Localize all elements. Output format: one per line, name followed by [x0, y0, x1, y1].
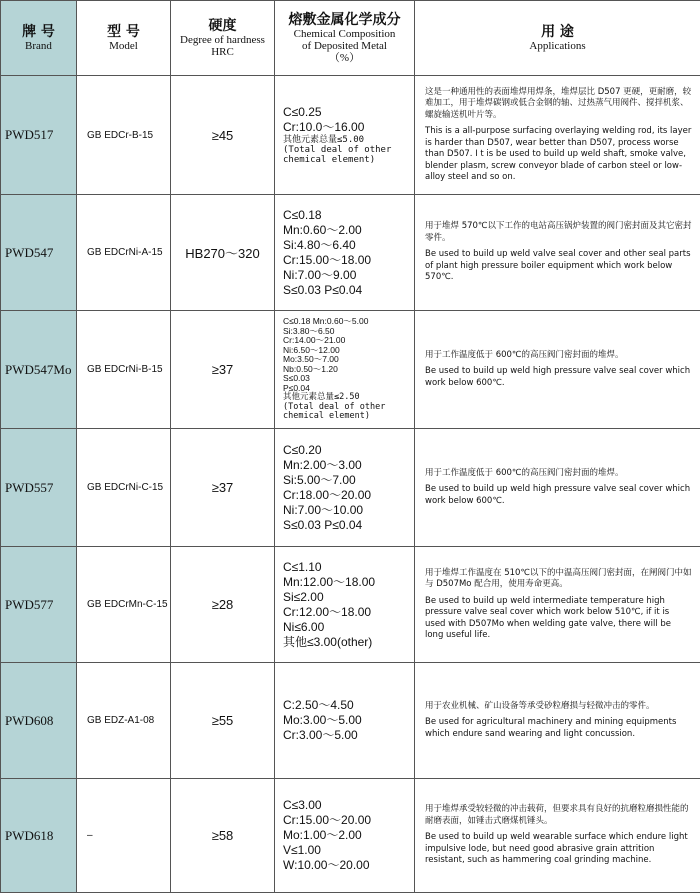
applications-cell	[415, 311, 700, 429]
composition-cell	[275, 311, 415, 429]
table-row	[1, 311, 700, 429]
table-row	[1, 76, 700, 195]
model-cell: GB EDCrMn-C-15	[77, 547, 171, 663]
brand-cell: PWD577	[1, 547, 77, 663]
composition-line: Cr:3.00～5.00	[283, 728, 414, 743]
application-en: Be used to build up weld valve seal cover and other seal parts of plant high pressure boiler equipment which work below 570℃.	[425, 249, 692, 284]
composition-line: Si:3.80～6.50	[283, 327, 414, 337]
header-row	[1, 1, 700, 76]
composition-line: C≤0.20	[283, 443, 414, 458]
composition-line: V≤1.00	[283, 843, 414, 858]
composition-note: chemical element)	[283, 412, 414, 422]
application-zh: 用于农业机械、矿山设备等承受砂粒磨损与轻微冲击的零件。	[425, 701, 692, 713]
composition-line: C≤1.10	[283, 560, 414, 575]
composition-line: Cr:15.00～18.00	[283, 253, 414, 268]
header-hardness: 硬度 Degree of hardness HRC	[171, 1, 275, 76]
hardness-cell: HB270～320	[171, 195, 275, 311]
composition-line: Mo:3.00～5.00	[283, 713, 414, 728]
composition-line: Mo:3.50～7.00	[283, 355, 414, 365]
composition-note: (Total deal of other	[283, 403, 414, 413]
composition-line: Cr:14.00～21.00	[283, 336, 414, 346]
composition-line: Cr:10.0～16.00	[283, 120, 414, 135]
composition-note: 其他元素总量≤5.00	[283, 135, 414, 145]
brand-cell: PWD547Mo	[1, 311, 77, 429]
table-row	[1, 663, 700, 779]
composition-line: Cr:18.00～20.00	[283, 488, 414, 503]
applications-cell	[415, 663, 700, 779]
composition-note: 其他元素总量≤2.50	[283, 393, 414, 403]
brand-cell: PWD618	[1, 779, 77, 893]
composition-line: P≤0.04	[283, 384, 414, 394]
application-zh: 用于工作温度低于 600℃的高压阀门密封面的堆焊。	[425, 350, 692, 362]
application-en: This is a all-purpose surfacing overlaying welding rod, its layer is harder than D507, wear better than D507, process worse than D507. I t is be used to build up weld shaft, smoke valve, blender plasm, screw conveyor blade of carbon steel or low-alloy steel and so on.	[425, 126, 692, 184]
brand-cell: PWD557	[1, 429, 77, 547]
hardness-cell: ≥28	[171, 547, 275, 663]
application-en: Be used to build up weld intermediate temperature high pressure valve seal cover which work below 510℃, if it is used with D507Mo when welding gate valve, there will be long useful life.	[425, 596, 692, 642]
application-en: Be used to build up weld wearable surface which endure light impulsive lode, but need good abrasive grain attrition resistant, such as hammering coal grinding machine.	[425, 832, 692, 867]
composition-line: Nb:0.50～1.20	[283, 365, 414, 375]
application-zh: 用于堆焊工作温度在 510℃以下的中温高压阀门密封面，在闸阀门中如与 D507Mo 配合用，使用寿命更高。	[425, 568, 692, 591]
composition-note: (Total deal of other	[283, 145, 414, 155]
composition-line: Cr:15.00～20.00	[283, 813, 414, 828]
composition-cell	[275, 429, 415, 547]
composition-cell	[275, 663, 415, 779]
composition-cell	[275, 547, 415, 663]
brand-cell: PWD547	[1, 195, 77, 311]
composition-cell	[275, 779, 415, 893]
hardness-cell: ≥37	[171, 311, 275, 429]
applications-cell	[415, 779, 700, 893]
composition-line: C≤0.18	[283, 208, 414, 223]
composition-cell	[275, 195, 415, 311]
table-row	[1, 429, 700, 547]
composition-line: Si:5.00～7.00	[283, 473, 414, 488]
hardness-cell: ≥37	[171, 429, 275, 547]
composition-line: Mo:1.00～2.00	[283, 828, 414, 843]
composition-line: Cr:12.00～18.00	[283, 605, 414, 620]
composition-line: S≤0.03	[283, 374, 414, 384]
composition-line: Mn:2.00～3.00	[283, 458, 414, 473]
composition-line: Mn:12.00～18.00	[283, 575, 414, 590]
composition-line: Si≤2.00	[283, 590, 414, 605]
composition-note: chemical element)	[283, 155, 414, 165]
table-row	[1, 195, 700, 311]
header-brand: 牌 号 Brand	[1, 1, 77, 76]
applications-cell	[415, 76, 700, 195]
composition-line: W:10.00～20.00	[283, 858, 414, 873]
application-en: Be used to build up weld high pressure valve seal cover which work below 600℃.	[425, 484, 692, 507]
composition-line: Ni≤6.00	[283, 620, 414, 635]
application-en: Be used for agricultural machinery and mining equipments which endure sand wearing and light concussion.	[425, 717, 692, 740]
composition-line: Ni:7.00～10.00	[283, 503, 414, 518]
hardness-cell: ≥55	[171, 663, 275, 779]
composition-line: C≤0.18 Mn:0.60～5.00	[283, 317, 414, 327]
model-cell: GB EDCrNi-A-15	[77, 195, 171, 311]
application-zh: 用于堆焊承受较轻微的冲击载荷，但要求具有良好的抗磨粒磨损性能的耐磨表面，如锤击式磨煤机锤头。	[425, 804, 692, 827]
composition-line: Ni:6.50～12.00	[283, 346, 414, 356]
composition-line: Mn:0.60～2.00	[283, 223, 414, 238]
composition-line: S≤0.03 P≤0.04	[283, 518, 414, 533]
composition-line: 其他≤3.00(other)	[283, 635, 414, 650]
brand-cell: PWD608	[1, 663, 77, 779]
composition-line: Si:4.80～6.40	[283, 238, 414, 253]
application-zh: 用于堆焊 570℃以下工作的电站高压锅炉装置的阀门密封面及其它密封零件。	[425, 221, 692, 244]
brand-cell: PWD517	[1, 76, 77, 195]
model-cell: GB EDCrNi-B-15	[77, 311, 171, 429]
application-en: Be used to build up weld high pressure valve seal cover which work below 600℃.	[425, 366, 692, 389]
model-cell: GB EDZ-A1-08	[77, 663, 171, 779]
applications-cell	[415, 429, 700, 547]
applications-cell	[415, 195, 700, 311]
applications-cell	[415, 547, 700, 663]
hardness-cell: ≥58	[171, 779, 275, 893]
model-cell: –	[77, 779, 171, 893]
composition-line: C≤3.00	[283, 798, 414, 813]
header-composition: 熔敷金属化学成分 Chemical Composition of Deposited Metal （%）	[275, 1, 415, 76]
table-row	[1, 547, 700, 663]
model-cell: GB EDCrNi-C-15	[77, 429, 171, 547]
composition-line: C≤0.25	[283, 105, 414, 120]
header-applications: 用 途 Applications	[415, 1, 700, 76]
application-zh: 这是一种通用性的表面堆焊用焊条，堆焊层比 D507 更硬，更耐磨，较难加工，用于堆焊碳钢或低合金钢的轴、过热蒸气用阀件、搅拌机浆、螺旋输送机叶片等。	[425, 87, 692, 122]
application-zh: 用于工作温度低于 600℃的高压阀门密封面的堆焊。	[425, 468, 692, 480]
composition-line: S≤0.03 P≤0.04	[283, 283, 414, 298]
composition-line: C:2.50～4.50	[283, 698, 414, 713]
hardness-cell: ≥45	[171, 76, 275, 195]
composition-cell	[275, 76, 415, 195]
table-row	[1, 779, 700, 893]
model-cell: GB EDCr-B-15	[77, 76, 171, 195]
header-model: 型 号 Model	[77, 1, 171, 76]
composition-line: Ni:7.00～9.00	[283, 268, 414, 283]
